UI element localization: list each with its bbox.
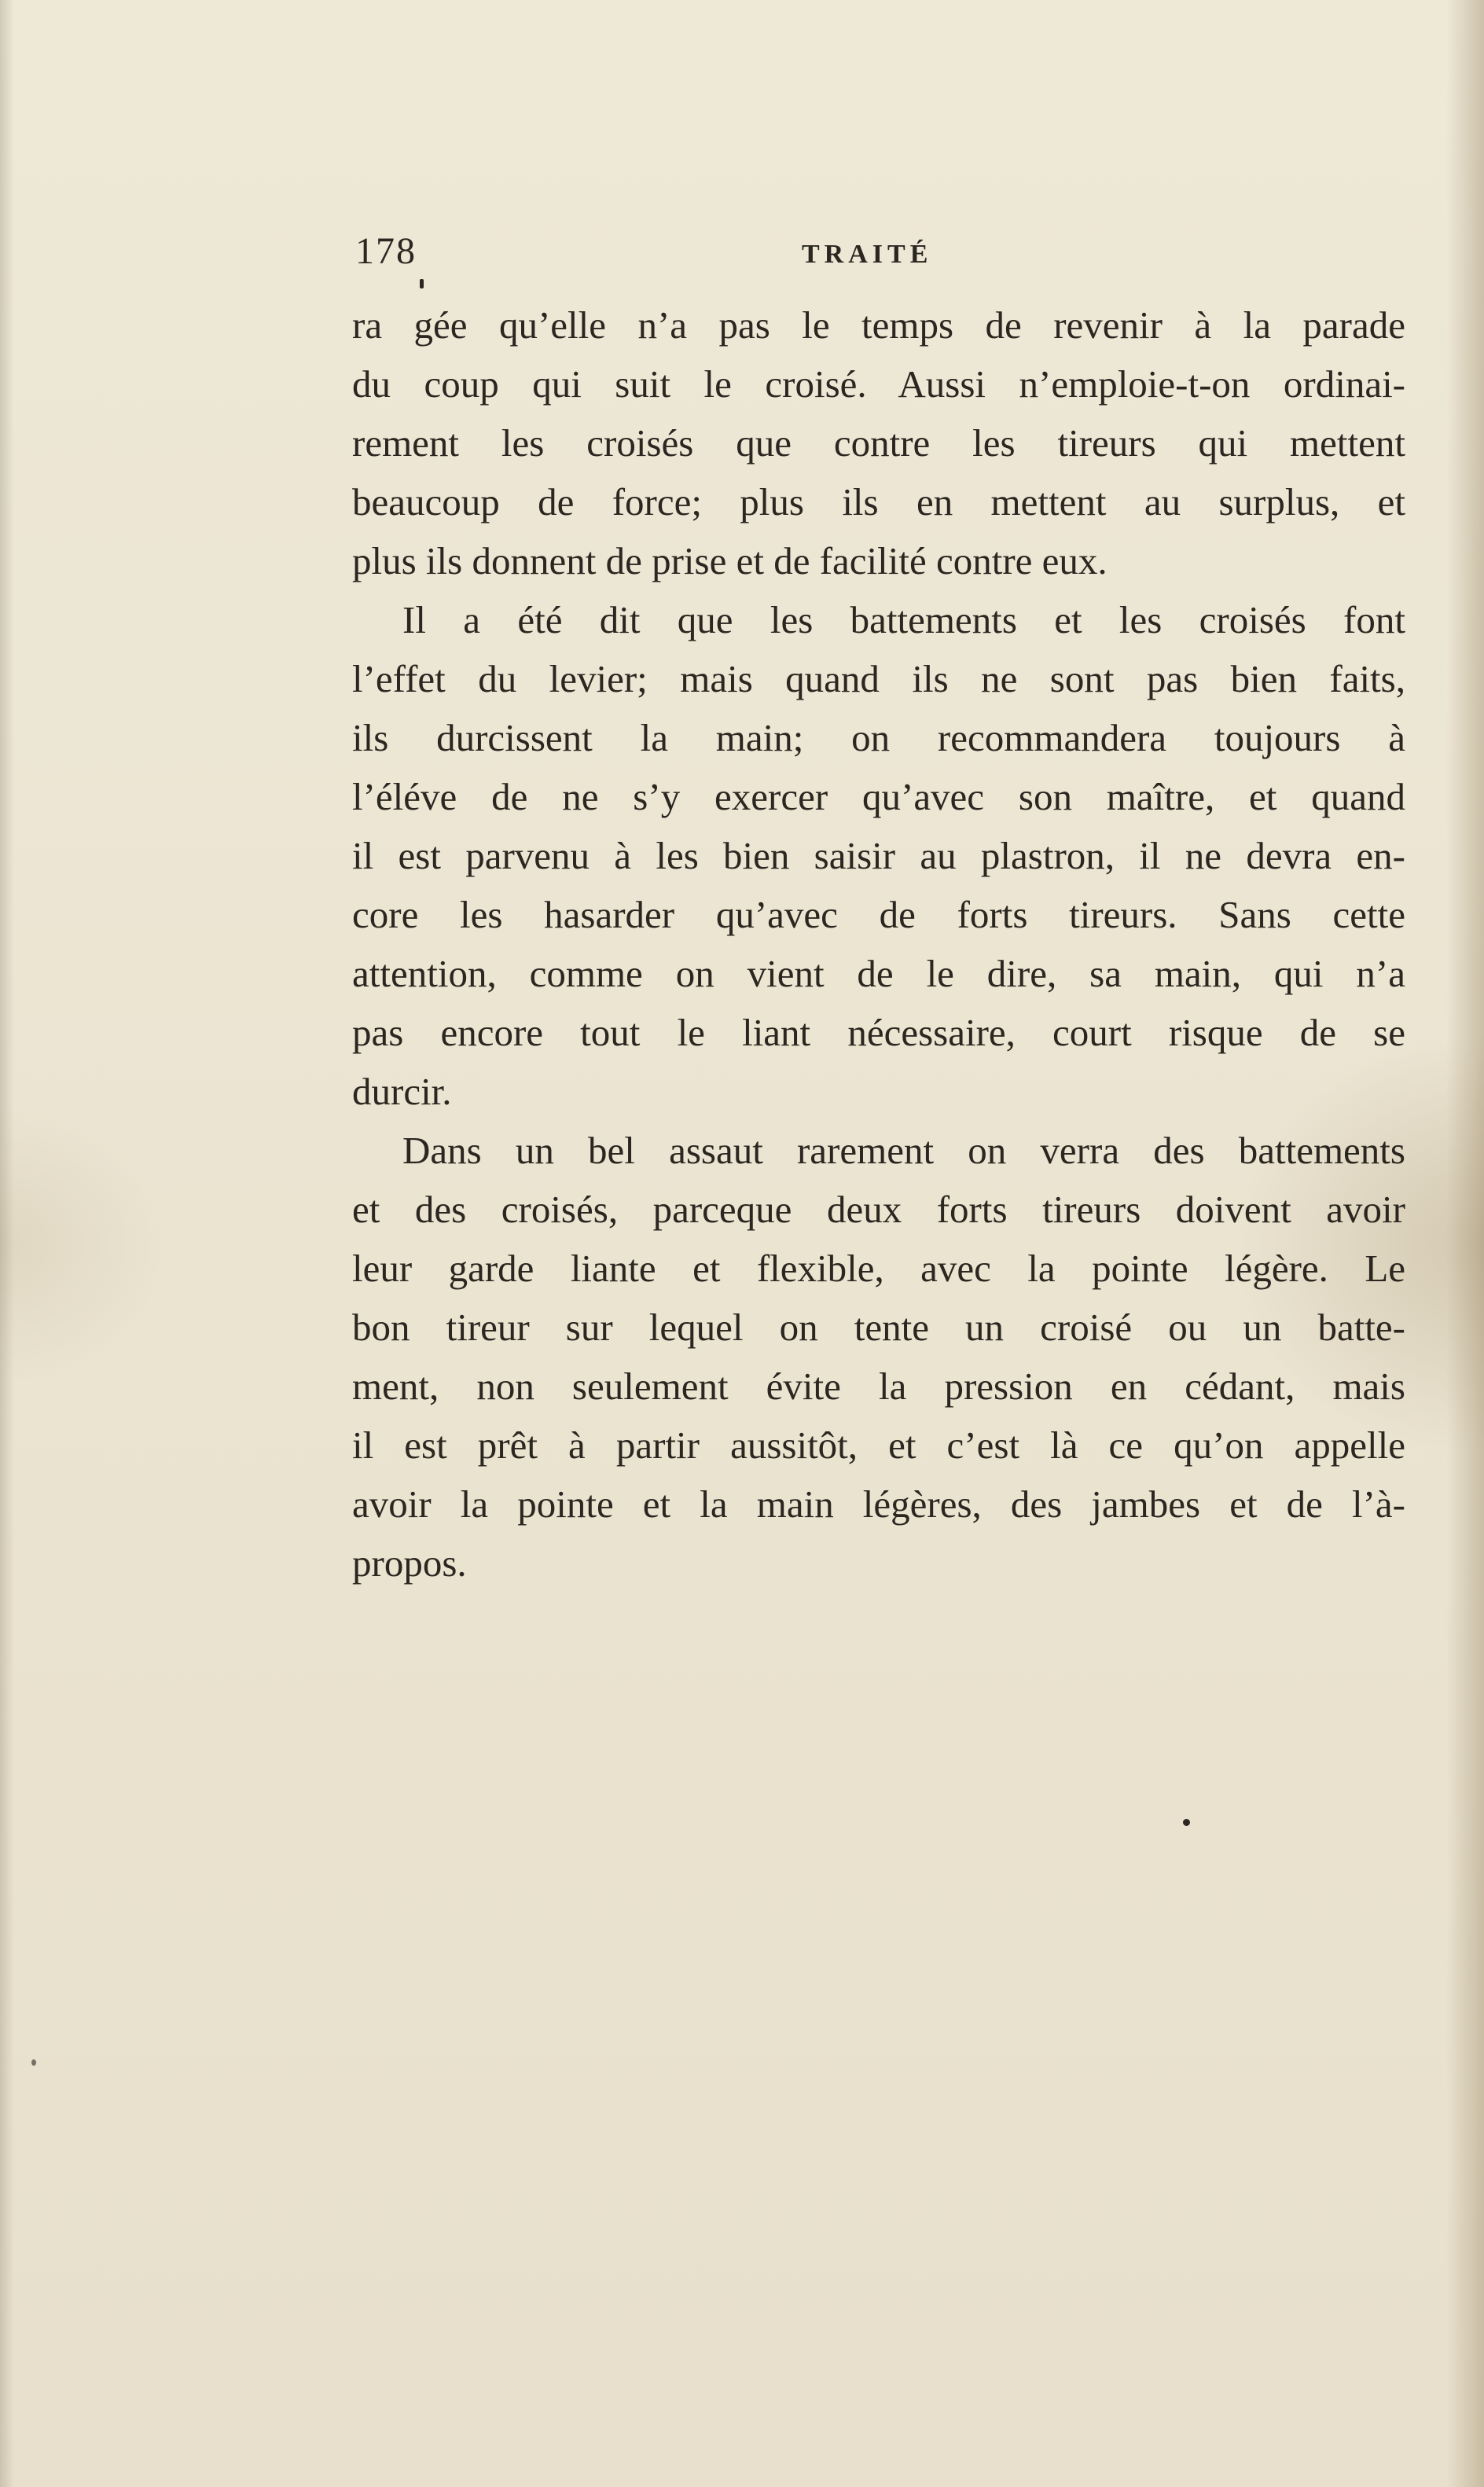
text-line: plus ils donnent de prise et de facilité contre eux. — [352, 539, 1107, 582]
text-line: avoir la pointe et la main légères, des jambes et de l’à- — [352, 1482, 1405, 1526]
text-line: attention, comme on vient de le dire, sa main, qui n’a — [352, 952, 1405, 995]
text-line: l’effet du levier; mais quand ils ne sont pas bien faits, — [352, 657, 1405, 700]
ink-speck — [31, 2059, 36, 2066]
body-text — [352, 296, 1405, 1592]
page-gutter-shadow — [1446, 0, 1484, 2487]
paragraph-2 — [352, 590, 1405, 1121]
text-line: ra gée qu’elle n’a pas le temps de revenir à la parade — [352, 303, 1405, 347]
text-line: l’éléve de ne s’y exercer qu’avec son maître, et quand — [352, 775, 1405, 818]
text-line: ment, non seulement évite la pression en cédant, mais — [352, 1365, 1405, 1408]
text-line: Il a été dit que les battements et les croisés font — [402, 598, 1405, 641]
text-line: Dans un bel assaut rarement on verra des battements — [402, 1129, 1405, 1172]
text-line: rement les croisés que contre les tireurs qui mettent — [352, 421, 1405, 465]
text-line: durcir. — [352, 1070, 452, 1113]
ink-speck — [420, 279, 424, 288]
text-line: beaucoup de force; plus ils en mettent au surplus, et — [352, 480, 1405, 523]
text-line: et des croisés, parceque deux forts tireurs doivent avoir — [352, 1188, 1405, 1231]
text-line: core les hasarder qu’avec de forts tireurs. Sans cette — [352, 893, 1405, 936]
text-line: du coup qui suit le croisé. Aussi n’emploie-t-on ordinai- — [352, 362, 1405, 406]
text-line: il est prêt à partir aussitôt, et c’est là ce qu’on appelle — [352, 1424, 1405, 1467]
text-line: il est parvenu à les bien saisir au plastron, il ne devra en- — [352, 834, 1405, 877]
paragraph-3 — [352, 1121, 1405, 1592]
text-line: pas encore tout le liant nécessaire, court risque de se — [352, 1011, 1405, 1054]
text-line: bon tireur sur lequel on tente un croisé ou un batte- — [352, 1306, 1405, 1349]
running-title: TRAITÉ — [802, 240, 933, 269]
ink-speck — [1183, 1819, 1190, 1826]
running-head — [355, 230, 1401, 274]
text-line: leur garde liante et flexible, avec la pointe légère. Le — [352, 1247, 1405, 1290]
text-line: ils durcissent la main; on recommandera toujours à — [352, 716, 1405, 759]
page-number: 178 — [355, 230, 417, 272]
page-left-edge — [0, 0, 14, 2487]
paragraph-1 — [352, 296, 1405, 590]
text-line: propos. — [352, 1541, 467, 1585]
